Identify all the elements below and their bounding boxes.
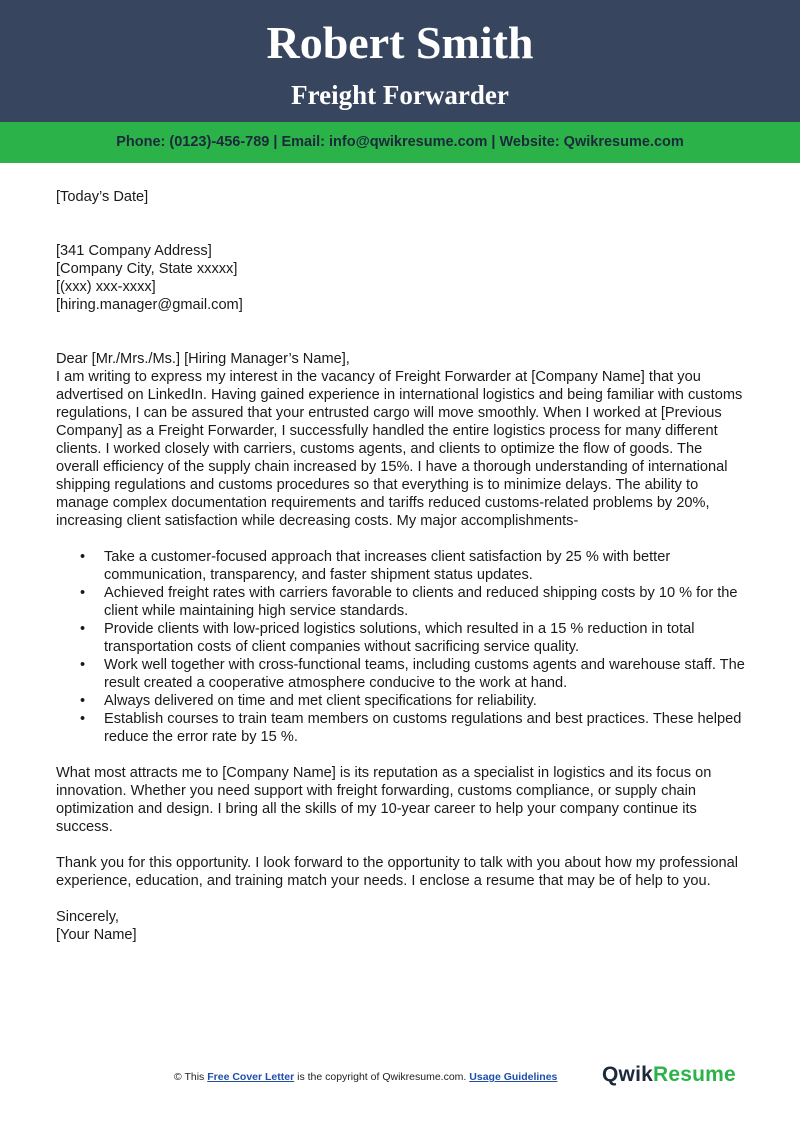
bullet-icon: • xyxy=(80,549,86,565)
list-item-text: Establish courses to train team members on customs regulations and best practices. These helped reduce the error rate by 15 %. xyxy=(104,711,742,745)
list-item xyxy=(80,692,746,710)
logo-part-resume: Resume xyxy=(652,1063,736,1086)
letter-body xyxy=(56,188,746,944)
bullet-icon: • xyxy=(80,657,86,673)
list-item xyxy=(80,656,746,692)
address-line: [hiring.manager@gmail.com] xyxy=(56,297,243,313)
recipient-address xyxy=(56,242,746,314)
attraction-paragraph: What most attracts me to [Company Name] is its reputation as a specialist in logistics and its focus on innovation. Whether you need support with freight forwarding, customs compliance, or supply chain optimization and design. I bring all the skills of my 10-year career to help your company continue its success. xyxy=(56,765,712,835)
logo-part-qwik: Qwik xyxy=(602,1063,653,1086)
contact-bar xyxy=(0,122,800,163)
closing: Sincerely, xyxy=(56,909,119,925)
free-cover-letter-link[interactable]: Free Cover Letter xyxy=(207,1071,295,1083)
thanks-paragraph: Thank you for this opportunity. I look forward to the opportunity to talk with you about how my professional experience, education, and training match your needs. I enclose a resume that may be of help to you. xyxy=(56,855,738,889)
list-item-text: Take a customer-focused approach that increases client satisfaction by 25 % with better communication, transparency, and faster shipment status updates. xyxy=(104,549,671,583)
list-item-text: Provide clients with low-priced logistics solutions, which resulted in a 15 % reduction in total transportation costs of client companies without sacrificing service quality. xyxy=(104,621,695,655)
list-item-text: Work well together with cross-functional teams, including customs agents and warehouse staff. The result created a cooperative atmosphere conducive to the work at hand. xyxy=(104,657,745,691)
bullet-icon: • xyxy=(80,621,86,637)
bullet-icon: • xyxy=(80,711,86,727)
list-item xyxy=(80,548,746,584)
bullet-icon: • xyxy=(80,693,86,709)
address-line: [(xxx) xxx-xxxx] xyxy=(56,279,156,295)
footer-prefix: © This xyxy=(174,1071,205,1083)
footer-middle: is the copyright of Qwikresume.com. xyxy=(297,1071,467,1083)
contact-line: Phone: (0123)-456-789 | Email: info@qwikresume.com | Website: Qwikresume.com xyxy=(116,134,684,150)
job-title: Freight Forwarder xyxy=(291,80,509,110)
bullet-icon: • xyxy=(80,585,86,601)
list-item xyxy=(80,710,746,746)
address-line: [Company City, State xxxxx] xyxy=(56,261,238,277)
salutation: Dear [Mr./Mrs./Ms.] [Hiring Manager’s Name], xyxy=(56,351,350,367)
footer-copyright xyxy=(174,1071,557,1083)
list-item xyxy=(80,620,746,656)
address-line: [341 Company Address] xyxy=(56,243,212,259)
usage-guidelines-link[interactable]: Usage Guidelines xyxy=(469,1071,558,1083)
qwikresume-logo xyxy=(602,1063,736,1087)
candidate-name: Robert Smith xyxy=(266,17,534,68)
list-item-text: Achieved freight rates with carriers favorable to clients and reduced shipping costs by 10 % for the client while maintaining high service standards. xyxy=(104,585,738,619)
letter-date: [Today’s Date] xyxy=(56,189,149,205)
list-item-text: Always delivered on time and met client specifications for reliability. xyxy=(104,693,537,709)
accomplishments-list xyxy=(56,548,746,746)
signature: [Your Name] xyxy=(56,927,137,943)
list-item xyxy=(80,584,746,620)
header-banner xyxy=(0,0,800,122)
intro-paragraph: I am writing to express my interest in the vacancy of Freight Forwarder at [Company Name] that you advertised on LinkedIn. Having gained experience in international logistics and being familiar with customs regulations, I can be assured that your entrusted cargo will move smoothly. When I worked at [Previous Company] as a Freight Forwarder, I successfully handled the entire logistics process for many different clients. I worked closely with carriers, customs agents, and clients to optimize the flow of goods. The overall efficiency of the supply chain increased by 15%. I have a thorough understanding of international shipping regulations and customs procedures so that everything is to minimize delays. The ability to manage complex documentation requirements and tariffs reduced customs-related problems by 20%, increasing client satisfaction while decreasing costs. My major accomplishments- xyxy=(56,369,743,529)
